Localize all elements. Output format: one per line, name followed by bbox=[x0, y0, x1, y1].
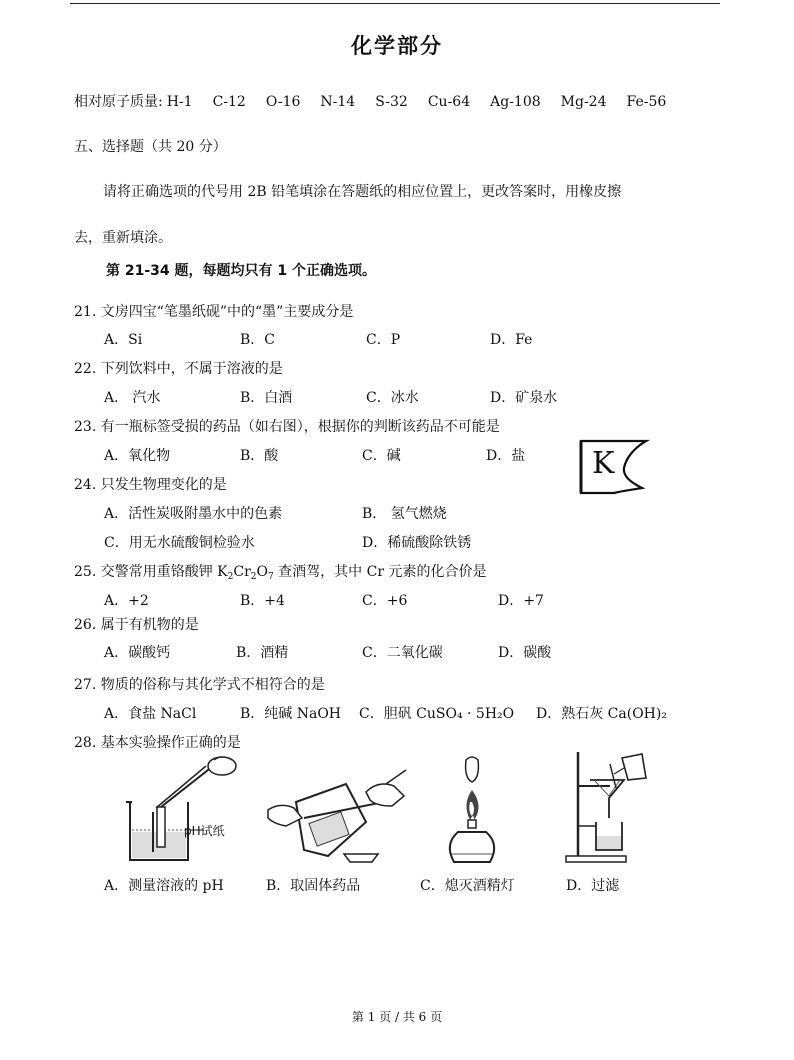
q26-option-c: C．二氧化碳 bbox=[362, 645, 443, 661]
q28-option-a: A．测量溶液的 pH bbox=[104, 878, 224, 894]
question-22-stem: 22. 下列饮料中，不属于溶液的是 bbox=[74, 361, 283, 377]
q21-option-b: B．C bbox=[240, 332, 275, 348]
q25-option-b: B．+4 bbox=[240, 593, 285, 609]
q25-option-a: A．+2 bbox=[104, 593, 149, 609]
instructions-line-1: 请将正确选项的代号用 2B 铅笔填涂在答题纸的相应位置上，更改答案时，用橡皮擦 bbox=[103, 184, 622, 200]
damaged-label-figure bbox=[578, 438, 650, 496]
q22-option-a: A． 汽水 bbox=[104, 390, 161, 406]
figure-measure-ph bbox=[118, 752, 268, 867]
filtration-setup-icon bbox=[562, 748, 652, 866]
question-23-stem: 23. 有一瓶标签受损的药品（如右图），根据你的判断该药品不可能是 bbox=[74, 419, 500, 435]
reagent-bottle-icon bbox=[266, 762, 416, 867]
q27-option-d: D．熟石灰 Ca(OH)₂ bbox=[536, 706, 667, 722]
question-26-stem: 26. 属于有机物的是 bbox=[74, 617, 199, 633]
q24-option-b: B． 氢气燃烧 bbox=[362, 506, 447, 522]
figure-solid-reagent bbox=[266, 762, 416, 867]
question-27-stem: 27. 物质的俗称与其化学式不相符合的是 bbox=[74, 677, 325, 693]
q21-option-c: C．P bbox=[366, 332, 401, 348]
q28-option-b: B．取固体药品 bbox=[266, 878, 361, 894]
instructions-line-2: 去，重新填涂。 bbox=[74, 230, 172, 246]
q22-option-d: D．矿泉水 bbox=[490, 390, 558, 406]
top-rule bbox=[70, 3, 720, 4]
masses-label: 相对原子质量: bbox=[74, 94, 163, 110]
q24-option-a: A．活性炭吸附墨水中的色素 bbox=[104, 506, 283, 522]
page-footer: 第 1 页 / 共 6 页 bbox=[351, 1010, 443, 1024]
question-28-stem: 28. 基本实验操作正确的是 bbox=[74, 735, 241, 751]
q25-option-d: D．+7 bbox=[498, 593, 544, 609]
q22-option-b: B．白酒 bbox=[240, 390, 293, 406]
q27-option-c: C．胆矾 CuSO₄ · 5H₂O bbox=[359, 706, 515, 722]
q23-option-a: A．氧化物 bbox=[104, 448, 171, 464]
subsection-heading: 第 21-34 题，每题均只有 1 个正确选项。 bbox=[106, 263, 377, 279]
q23-option-b: B．酸 bbox=[240, 448, 279, 464]
alcohol-lamp-icon bbox=[440, 752, 510, 867]
q26-option-a: A．碳酸钙 bbox=[104, 645, 171, 661]
q23-option-c: C．碱 bbox=[362, 448, 401, 464]
q21-option-a: A．Si bbox=[104, 332, 143, 348]
figure-alcohol-lamp bbox=[440, 752, 510, 867]
section-heading: 五、选择题（共 20 分） bbox=[74, 139, 227, 155]
q26-option-d: D．碳酸 bbox=[498, 645, 552, 661]
q28-option-c: C．熄灭酒精灯 bbox=[420, 878, 515, 894]
beaker-ph-icon bbox=[118, 752, 268, 867]
ph-paper-label: pH试纸 bbox=[184, 824, 225, 838]
q27-option-a: A．食盐 NaCl bbox=[104, 706, 197, 722]
figure-filtration bbox=[562, 748, 652, 866]
question-21-stem: 21. 文房四宝“笔墨纸砚”中的“墨”主要成分是 bbox=[74, 304, 354, 320]
q22-option-c: C．冰水 bbox=[366, 390, 419, 406]
q25-option-c: C．+6 bbox=[362, 593, 408, 609]
question-25-stem: 25. 交警常用重铬酸钾 $K_2Cr_2O_7$ 查酒驾，其中 Cr 元素的化合价是 bbox=[74, 564, 487, 582]
atomic-masses: 相对原子质量: H-1 C-12 O-16 N-14 S-32 Cu-64 Ag-108 Mg-24 Fe-56 bbox=[74, 94, 667, 110]
page-title: 化学部分 bbox=[351, 34, 443, 58]
q27-option-b: B．纯碱 NaOH bbox=[240, 706, 342, 722]
question-24-stem: 24. 只发生物理变化的是 bbox=[74, 477, 227, 493]
q23-option-d: D．盐 bbox=[486, 448, 526, 464]
q28-option-d: D．过滤 bbox=[566, 878, 620, 894]
label-letter: K bbox=[592, 446, 615, 481]
q21-option-d: D．Fe bbox=[490, 332, 533, 348]
q24-option-c: C．用无水硫酸铜检验水 bbox=[104, 535, 255, 551]
q24-option-d: D．稀硫酸除铁锈 bbox=[362, 535, 472, 551]
q26-option-b: B．酒精 bbox=[236, 645, 289, 661]
